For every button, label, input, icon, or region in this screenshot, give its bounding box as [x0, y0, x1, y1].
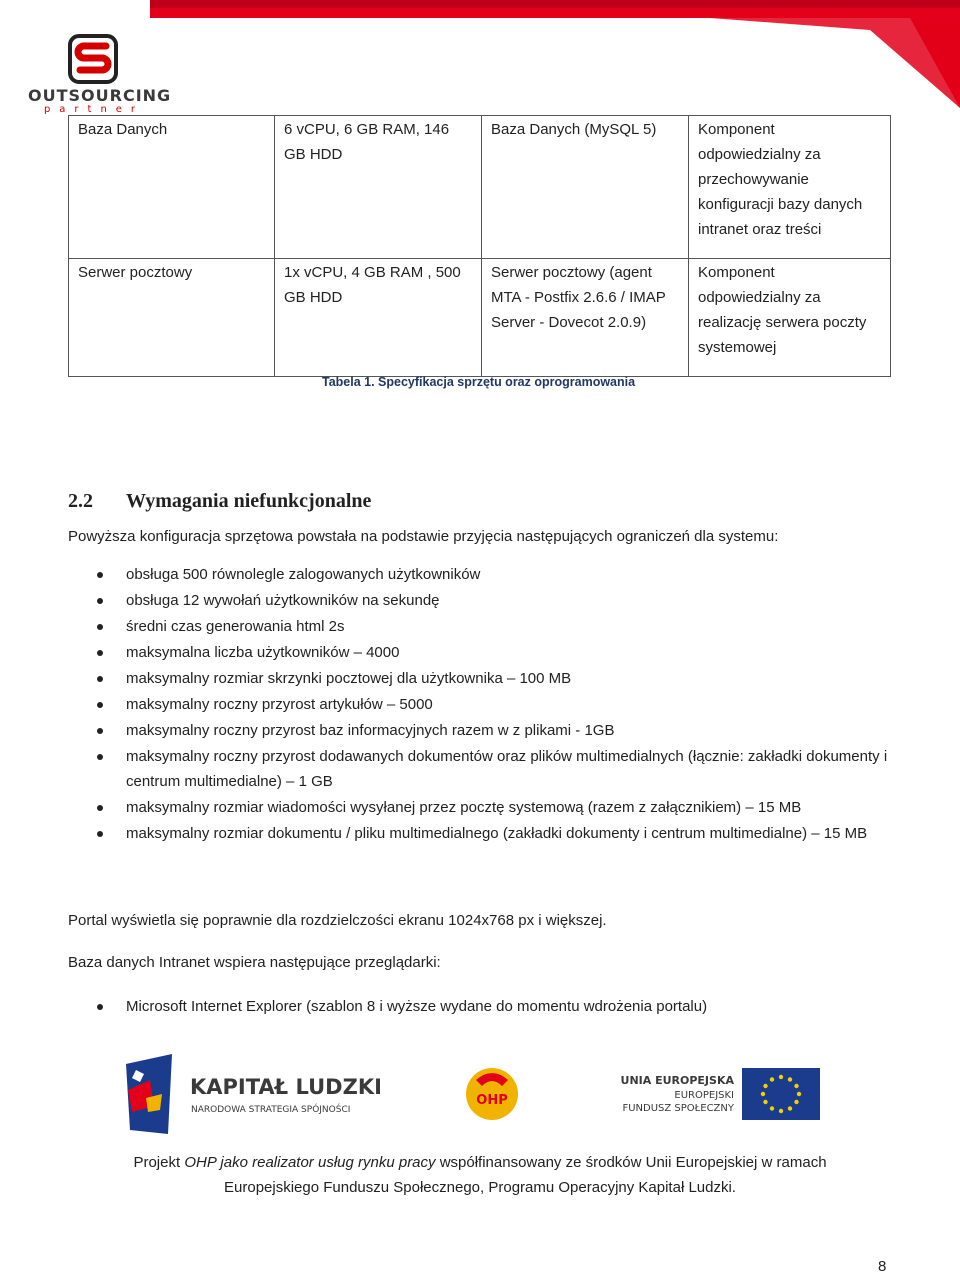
- footer-line-1-post: współfinansowany ze środków Unii Europejskiej w ramach: [435, 1154, 827, 1171]
- resolution-note: Portal wyświetla się poprawnie dla rozdzielczości ekranu 1024x768 px i większej.: [68, 912, 607, 929]
- table-cell-software: Baza Danych (MySQL 5): [482, 116, 689, 259]
- list-item: maksymalny rozmiar skrzynki pocztowej dla użytkownika – 100 MB: [68, 666, 898, 691]
- logo-subtext: partner: [43, 104, 145, 115]
- footer-text: [68, 1150, 892, 1200]
- ohp-logo: [466, 1068, 518, 1120]
- eu-title: UNIA EUROPEJSKA: [620, 1074, 734, 1087]
- footer-line-1: [68, 1150, 892, 1175]
- page-number: 8: [878, 1258, 887, 1275]
- eu-subtitle-1: EUROPEJSKI: [674, 1090, 734, 1101]
- table-row: [69, 259, 891, 377]
- kapital-ludzki-logo: [126, 1054, 382, 1134]
- list-item: obsługa 500 równolegle zalogowanych użytkowników: [68, 562, 898, 587]
- logo-mark-icon: [28, 32, 160, 88]
- table-cell-hardware: 6 vCPU, 6 GB RAM, 146 GB HDD: [275, 116, 482, 259]
- list-item: maksymalny roczny przyrost baz informacyjnych razem w z plikami - 1GB: [68, 718, 898, 743]
- kl-subtitle: NARODOWA STRATEGIA SPÓJNOŚCI: [191, 1105, 351, 1115]
- outsourcing-partner-logo: [28, 32, 172, 116]
- table-cell-name: Serwer pocztowy: [69, 259, 275, 377]
- footer-project-name: OHP jako realizator usług rynku pracy: [184, 1154, 436, 1171]
- list-item: średni czas generowania html 2s: [68, 614, 898, 639]
- table-cell-hardware: 1x vCPU, 4 GB RAM , 500 GB HDD: [275, 259, 482, 377]
- list-item: maksymalny roczny przyrost dodawanych dokumentów oraz plików multimedialnych (łącznie: zakładki dokumenty i centrum multimedialne) – 1 GB: [68, 744, 898, 794]
- table-cell-description: Komponent odpowiedzialny za przechowywanie konfiguracji bazy danych intranet oraz treści: [689, 116, 891, 259]
- list-item: maksymalny roczny przyrost artykułów – 5000: [68, 692, 898, 717]
- section-intro: Powyższa konfiguracja sprzętowa powstała na podstawie przyjęcia następujących ograniczeń dla systemu:: [68, 528, 779, 545]
- browsers-intro: Baza danych Intranet wspiera następujące przeglądarki:: [68, 954, 441, 971]
- table-row: [69, 116, 891, 259]
- table-cell-software: Serwer pocztowy (agent MTA - Postfix 2.6.6 / IMAP Server - Dovecot 2.0.9): [482, 259, 689, 377]
- header-red-band: [150, 0, 960, 108]
- table-cell-description: Komponent odpowiedzialny za realizację serwera poczty systemowej: [689, 259, 891, 377]
- list-item: Microsoft Internet Explorer (szablon 8 i wyższe wydane do momentu wdrożenia portalu): [68, 994, 898, 1019]
- footer-line-1-pre: Projekt: [133, 1154, 185, 1171]
- eu-subtitle-2: FUNDUSZ SPOŁECZNY: [622, 1103, 734, 1114]
- section-number: 2.2: [68, 490, 93, 512]
- requirements-list: [68, 562, 898, 847]
- footer-line-2: Europejskiego Funduszu Społecznego, Programu Operacyjny Kapitał Ludzki.: [224, 1179, 736, 1196]
- kl-title: KAPITAŁ LUDZKI: [190, 1075, 382, 1099]
- table-caption: Tabela 1. Specyfikacja sprzętu oraz oprogramowania: [322, 375, 636, 389]
- section-heading: [68, 490, 371, 513]
- list-item: maksymalna liczba użytkowników – 4000: [68, 640, 898, 665]
- browsers-list: [68, 994, 898, 1020]
- list-item: maksymalny rozmiar wiadomości wysyłanej przez pocztę systemową (razem z załącznikiem) – 15 MB: [68, 795, 898, 820]
- table-cell-name: Baza Danych: [69, 116, 275, 259]
- section-title: Wymagania niefunkcjonalne: [126, 490, 372, 512]
- logo-text: OUTSOURCING: [28, 86, 172, 105]
- footer-logos: [110, 1050, 850, 1140]
- list-item: obsługa 12 wywołań użytkowników na sekundę: [68, 588, 898, 613]
- eu-efs-logo: [621, 1068, 820, 1120]
- ohp-text: OHP: [476, 1093, 508, 1108]
- list-item: maksymalny rozmiar dokumentu / pliku multimedialnego (zakładki dokumenty i centrum multimedialne) – 15 MB: [68, 821, 898, 846]
- specification-table: [68, 115, 891, 377]
